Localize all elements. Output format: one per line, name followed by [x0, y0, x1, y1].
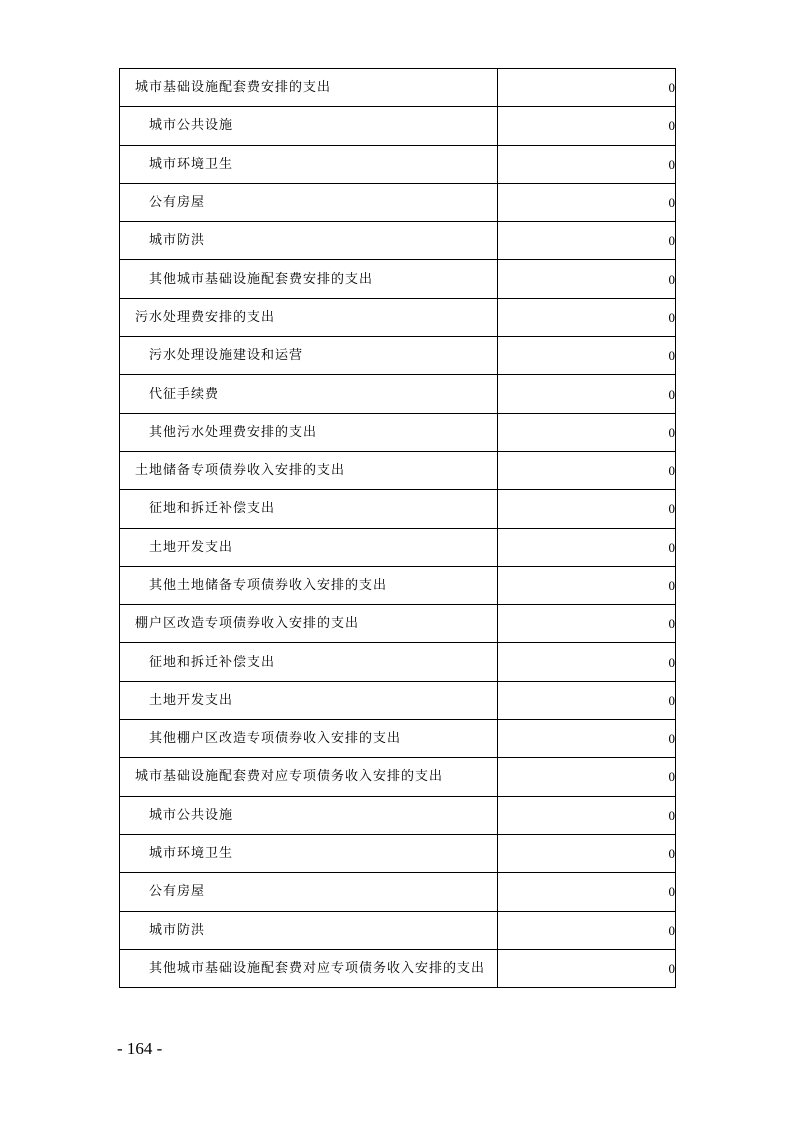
amount-cell: 0: [498, 451, 676, 489]
item-name: 土地开发支出: [149, 539, 234, 555]
table-row: [120, 337, 676, 375]
amount-cell: 0: [498, 605, 676, 643]
category-name-cell: [120, 605, 498, 643]
subcategory-name-cell: [120, 911, 498, 949]
subcategory-name-cell: [120, 873, 498, 911]
subcategory-name-cell: [120, 260, 498, 298]
amount-cell: 0: [498, 834, 676, 872]
table-row: [120, 490, 676, 528]
subcategory-name-cell: [120, 183, 498, 221]
amount-cell: 0: [498, 145, 676, 183]
amount-cell: 0: [498, 528, 676, 566]
item-name: 土地开发支出: [149, 692, 234, 708]
table-body: [120, 69, 676, 988]
item-name: 其他污水处理费安排的支出: [149, 424, 318, 440]
item-name: 代征手续费: [149, 386, 220, 402]
item-name: 污水处理设施建设和运营: [149, 348, 304, 364]
item-name: 公有房屋: [149, 195, 206, 211]
table-row: [120, 605, 676, 643]
table-row: [120, 451, 676, 489]
table-row: [120, 298, 676, 336]
subcategory-name-cell: [120, 107, 498, 145]
item-name: 其他棚户区改造专项债券收入安排的支出: [149, 731, 402, 747]
item-name: 城市环境卫生: [149, 846, 234, 862]
item-name: 其他土地储备专项债券收入安排的支出: [149, 578, 388, 593]
item-name: 污水处理费安排的支出: [135, 309, 276, 325]
category-name-cell: [120, 69, 498, 107]
table-row: [120, 528, 676, 566]
subcategory-name-cell: [120, 337, 498, 375]
table-row: [120, 796, 676, 834]
item-name: 城市基础设施配套费对应专项债务收入安排的支出: [135, 769, 444, 785]
budget-expenditure-table: [119, 68, 676, 988]
item-name: 城市防洪: [149, 233, 206, 249]
subcategory-name-cell: [120, 796, 498, 834]
amount-cell: 0: [498, 873, 676, 911]
table-row: [120, 873, 676, 911]
item-name: 城市公共设施: [149, 118, 234, 134]
page-number: - 164 -: [117, 1039, 163, 1058]
category-name-cell: [120, 758, 498, 796]
item-name: 公有房屋: [149, 884, 206, 900]
table-row: [120, 145, 676, 183]
item-name: 其他城市基础设施配套费安排的支出: [149, 271, 374, 287]
amount-cell: 0: [498, 758, 676, 796]
subcategory-name-cell: [120, 375, 498, 413]
subcategory-name-cell: [120, 528, 498, 566]
table-row: [120, 183, 676, 221]
amount-cell: 0: [498, 643, 676, 681]
amount-cell: 0: [498, 490, 676, 528]
table-row: [120, 222, 676, 260]
subcategory-name-cell: [120, 834, 498, 872]
amount-cell: 0: [498, 107, 676, 145]
item-name: 城市基础设施配套费安排的支出: [135, 80, 332, 96]
amount-cell: 0: [498, 949, 676, 987]
subcategory-name-cell: [120, 413, 498, 451]
subcategory-name-cell: [120, 145, 498, 183]
amount-cell: 0: [498, 911, 676, 949]
table-row: [120, 834, 676, 872]
table-row: [120, 260, 676, 298]
amount-cell: 0: [498, 720, 676, 758]
subcategory-name-cell: [120, 681, 498, 719]
amount-cell: 0: [498, 183, 676, 221]
subcategory-name-cell: [120, 222, 498, 260]
amount-cell: 0: [498, 69, 676, 107]
table-row: [120, 643, 676, 681]
table-row: [120, 949, 676, 987]
table-row: [120, 69, 676, 107]
amount-cell: 0: [498, 566, 676, 604]
subcategory-name-cell: [120, 566, 498, 604]
item-name: 城市公共设施: [149, 807, 234, 823]
table-row: [120, 681, 676, 719]
amount-cell: 0: [498, 337, 676, 375]
amount-cell: 0: [498, 298, 676, 336]
table-row: [120, 107, 676, 145]
item-name: 城市环境卫生: [149, 156, 234, 172]
amount-cell: 0: [498, 681, 676, 719]
amount-cell: 0: [498, 375, 676, 413]
item-name: 城市防洪: [149, 922, 206, 938]
amount-cell: 0: [498, 260, 676, 298]
item-name: 征地和拆迁补偿支出: [149, 654, 276, 670]
item-name: 其他城市基础设施配套费对应专项债务收入安排的支出: [149, 960, 486, 976]
table-row: [120, 566, 676, 604]
category-name-cell: [120, 298, 498, 336]
table-row: [120, 375, 676, 413]
subcategory-name-cell: [120, 490, 498, 528]
item-name: 征地和拆迁补偿支出: [149, 501, 276, 517]
table-row: [120, 758, 676, 796]
subcategory-name-cell: [120, 643, 498, 681]
subcategory-name-cell: [120, 949, 498, 987]
subcategory-name-cell: [120, 720, 498, 758]
category-name-cell: [120, 451, 498, 489]
amount-cell: 0: [498, 222, 676, 260]
item-name: 棚户区改造专项债券收入安排的支出: [135, 616, 360, 632]
table-row: [120, 720, 676, 758]
item-name: 土地储备专项债券收入安排的支出: [135, 463, 346, 479]
table-row: [120, 911, 676, 949]
amount-cell: 0: [498, 796, 676, 834]
amount-cell: 0: [498, 413, 676, 451]
table-row: [120, 413, 676, 451]
